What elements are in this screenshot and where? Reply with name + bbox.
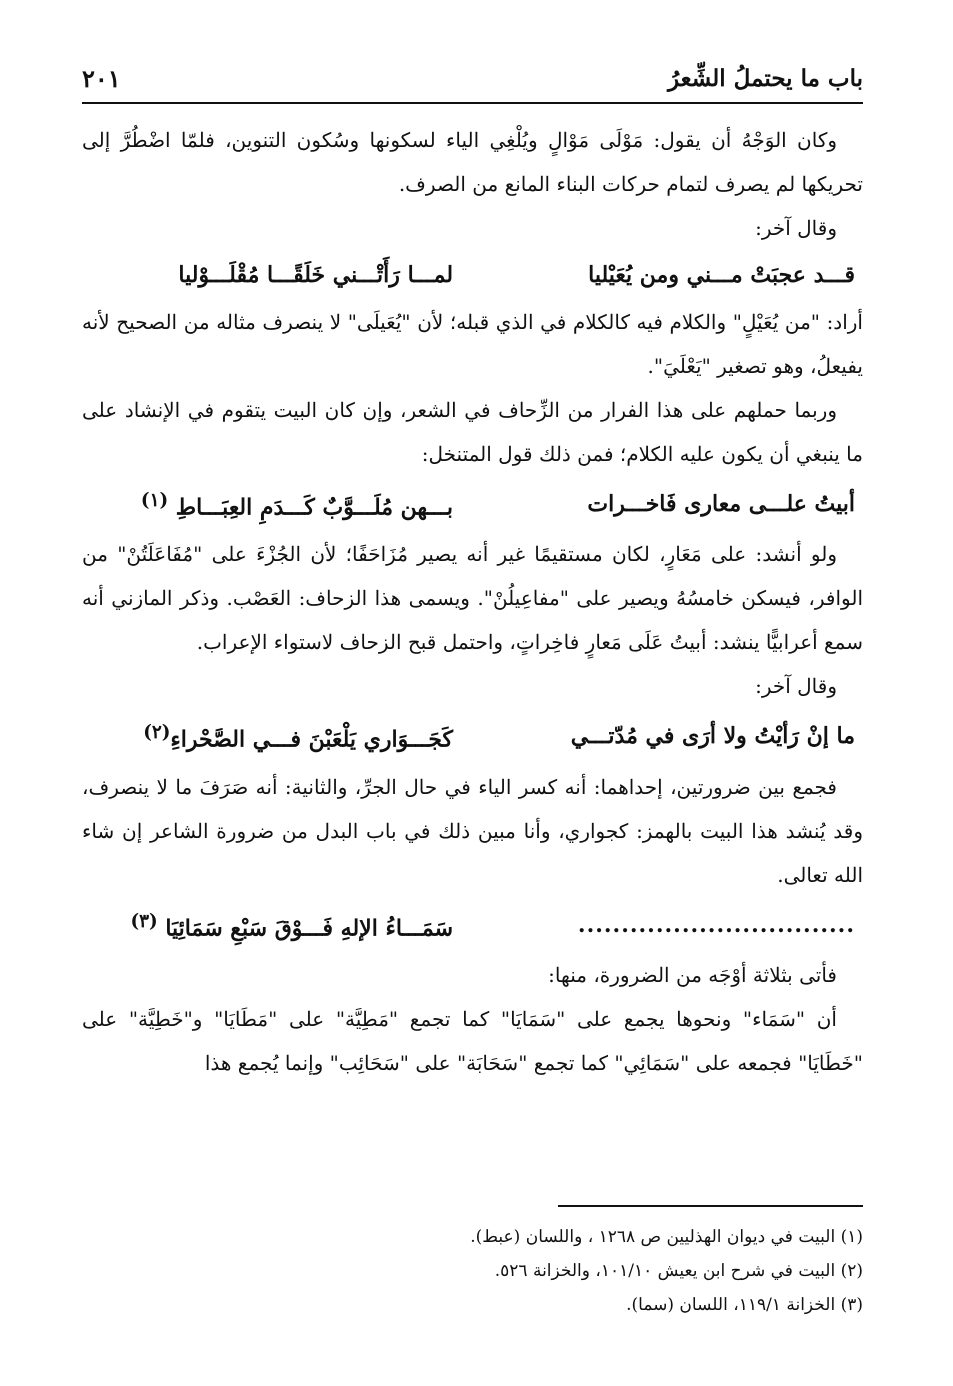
verse-text: أبيتُ علـــى معارى فَاخـــرات: [587, 491, 855, 518]
verse-hemistich-second: [82, 476, 453, 532]
footnote: (٣) الخزانة ١١٩/١، اللسان (سما).: [626, 1295, 863, 1315]
verse-text: كَجَـــوَاري يَلْعَبْنَ فـــي الصَّحْراءِ: [170, 726, 454, 753]
paragraph: ولو أنشد: على مَعَارٍ، لكان مستقيمًا غير أنه يصير مُزَاحَفًا؛ لأن الجُزْءَ على "مُفَاعَلَتُنْ" من الوافر، فيسكن خامسُهُ ويصير على "مفاعِيلُنْ". ويسمى هذا الزحاف: العَصْب. وذكر المازني أنه سمع أعرابيًّا ينشد: أبيتُ عَلَى مَعارٍ فاخِراتٍ، واحتمل قبح الزحاف لاستواء الإعراب.: [82, 542, 863, 655]
paragraph: أن "سَمَاء" ونحوها يجمع على "سَمَايَا" كما تجمع "مَطِيَّة" على "مَطَايَا" و"خَطِيَّة" على "خَطَايَا" فجمعه على "سَمَائِي" كما تجمع "سَحَابَة" على "سَحَائِب" وإنما يُجمع هذا: [82, 1006, 863, 1075]
verse-ellipsis: ................................: [577, 911, 855, 938]
paragraph: فجمع بين ضرورتين، إحداهما: أنه كسر الياء في حال الجرِّ، والثانية: أنه صَرَفَ ما لا ينصرف، وقد يُنشد هذا البيت بالهمز: كجواري، وأنا مبين ذلك في باب البدل من ضرورة الشاعر إن شاء الله تعالى.: [82, 774, 863, 887]
footnote-marker: (٣): [130, 910, 158, 932]
running-header: [82, 56, 863, 100]
main-text: [82, 118, 863, 1085]
paragraph: فأتى بثلاثة أوْجَه من الضرورة، منها:: [548, 962, 837, 987]
page-number: ٢٠١: [82, 63, 121, 93]
footnote-marker: (٢): [143, 722, 171, 744]
footnote-rule: [558, 1205, 863, 1207]
verse-text: سَمَـــاءُ الإلهِ فَـــوْقَ سَبْعِ سَمَائِيَا: [165, 914, 454, 941]
verse-line: [82, 897, 863, 953]
verse-line: [82, 708, 863, 764]
verse-hemistich-second: لمـــا رَأَتْـــني خَلَقًـــا مُقْلَـــوْليا: [178, 262, 454, 288]
verse-line: [82, 476, 863, 532]
verse-intro: وقال آخر:: [755, 674, 837, 699]
verse-intro: وقال آخر:: [755, 216, 837, 240]
footnotes: [82, 1220, 863, 1322]
verse-hemistich-first: [484, 479, 855, 529]
verse-text: بـــهن مُلَـــوَّبٌ كَـــدَمِ العِبَـــاطِ: [175, 494, 454, 521]
verse-line: [82, 250, 863, 300]
header-rule: [82, 102, 863, 104]
verse-hemistich-second: [82, 897, 453, 953]
verse-hemistich-first: قـــد عجبَتْ مـــني ومن يُعَيْليا: [588, 262, 855, 288]
paragraph: وربما حملهم على هذا الفرار من الزِّحاف في الشعر، وإن كان البيت يتقوم في الإنشاد على ما ينبغي أن يكون عليه الكلام؛ فمن ذلك قول المتنخل:: [82, 398, 863, 466]
paragraph: وكان الوَجْهُ أن يقول: مَوْلَى مَوْالٍ ويُلْغِي الياء لسكونها وسُكون التنوين، فلمّا اضْطُرَّ إلى تحريكها لم يصرف لتمام حركات البناء المانع من الصرف.: [82, 128, 863, 196]
verse-hemistich-second: [82, 708, 453, 764]
footnote: (٢) البيت في شرح ابن يعيش ١٠١/١٠، والخزانة ٥٢٦.: [494, 1261, 863, 1281]
footnote: (١) البيت في ديوان الهذليين ص ١٢٦٨ ، واللسان (عبط).: [470, 1227, 863, 1247]
chapter-title: باب ما يحتملُ الشِّعرُ: [667, 64, 863, 92]
verse-hemistich-first: ما إنْ رَأيْتُ ولا أرَى في مُدّتـــي: [570, 723, 855, 750]
footnote-marker: (١): [140, 490, 169, 511]
paragraph: أراد: "من يُعَيْلٍ" والكلام فيه كالكلام في الذي قبله؛ لأن "يُعَيلَى" لا ينصرف مثاله من الصحيح لأنه يفيعلُ، وهو تصغير "يَعْلَيَ".: [82, 310, 863, 378]
